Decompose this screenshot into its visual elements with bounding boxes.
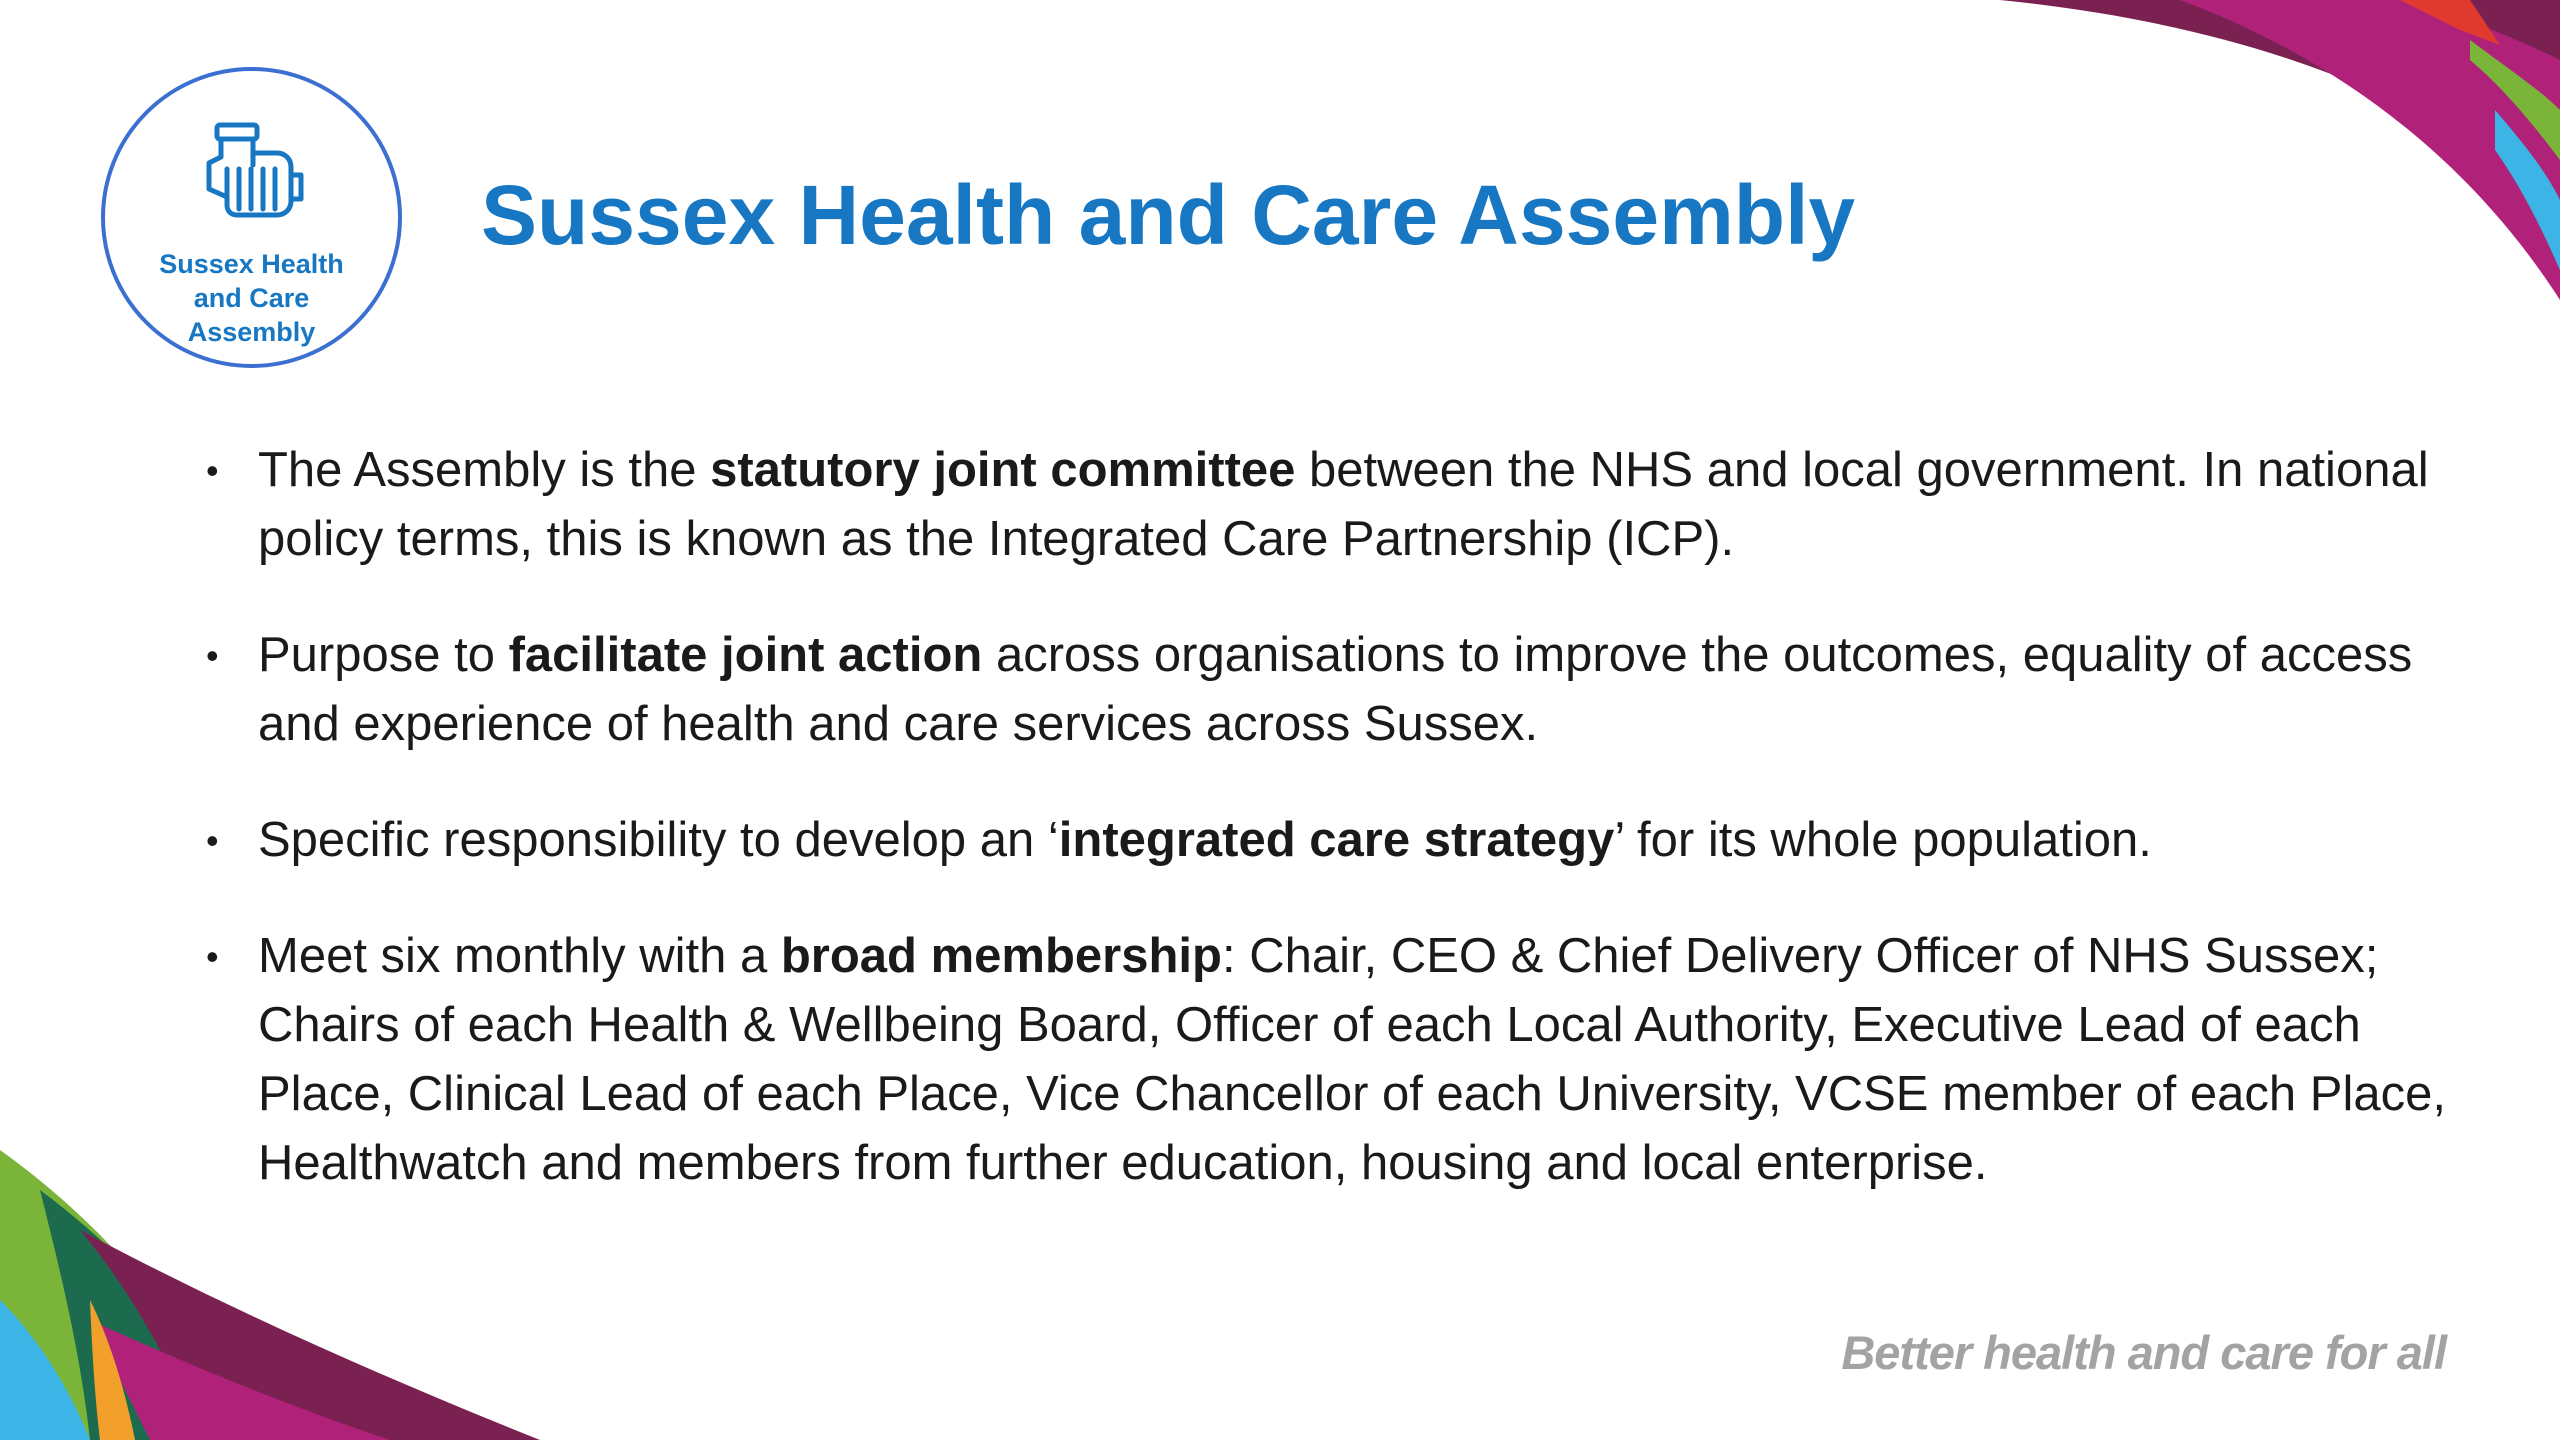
bullet-item	[206, 621, 2446, 759]
bullet-bold-text: broad membership	[780, 929, 1222, 983]
bullet-text-after: between the NHS and local government. In national policy terms, this is known as the Integrated Care Partnership (ICP).	[258, 443, 2429, 566]
bullet-text-before: The Assembly is the	[258, 443, 711, 497]
bullet-text-before: Specific responsibility to develop an ‘	[258, 813, 1059, 867]
top-right-swoosh	[2000, 0, 2560, 300]
tagline: Better health and care for all	[1841, 1326, 2446, 1379]
bullet-dot: •	[206, 450, 219, 491]
bullet-text-before: Purpose to	[258, 628, 509, 682]
bullet-text-after: across organisations to improve the outcomes, equality of access and experience of health and care services across Sussex.	[258, 628, 2413, 751]
logo-text: Sussex Health and Care Assembly	[159, 249, 344, 347]
bullet-bold-text: facilitate joint action	[508, 628, 983, 682]
bullet-text-after: ’ for its whole population.	[1614, 813, 2152, 867]
bullet-dot: •	[206, 635, 219, 676]
assembly-logo	[101, 67, 402, 368]
bullet-item	[206, 806, 2446, 875]
bullet-item	[206, 436, 2446, 574]
bullet-bold-text: statutory joint committee	[710, 443, 1296, 497]
page-title: Sussex Health and Care Assembly	[481, 168, 1856, 262]
hands-icon	[197, 119, 307, 229]
bullet-dot: •	[206, 936, 219, 977]
bullet-text-after: : Chair, CEO & Chief Delivery Officer of NHS Sussex; Chairs of each Health & Wellbeing Board, Officer of each Local Authority, Executive Lead of each Place, Clinical Lead of each Place, Vice Chancellor of each University, VCSE member of each Place, Healthwatch and members from further education, housing and local enterprise.	[258, 929, 2446, 1190]
bullet-list	[206, 436, 2446, 1245]
bullet-item	[206, 922, 2446, 1198]
bullet-bold-text: integrated care strategy	[1058, 813, 1615, 867]
bullet-text-before: Meet six monthly with a	[258, 929, 781, 983]
bullet-dot: •	[206, 820, 219, 861]
